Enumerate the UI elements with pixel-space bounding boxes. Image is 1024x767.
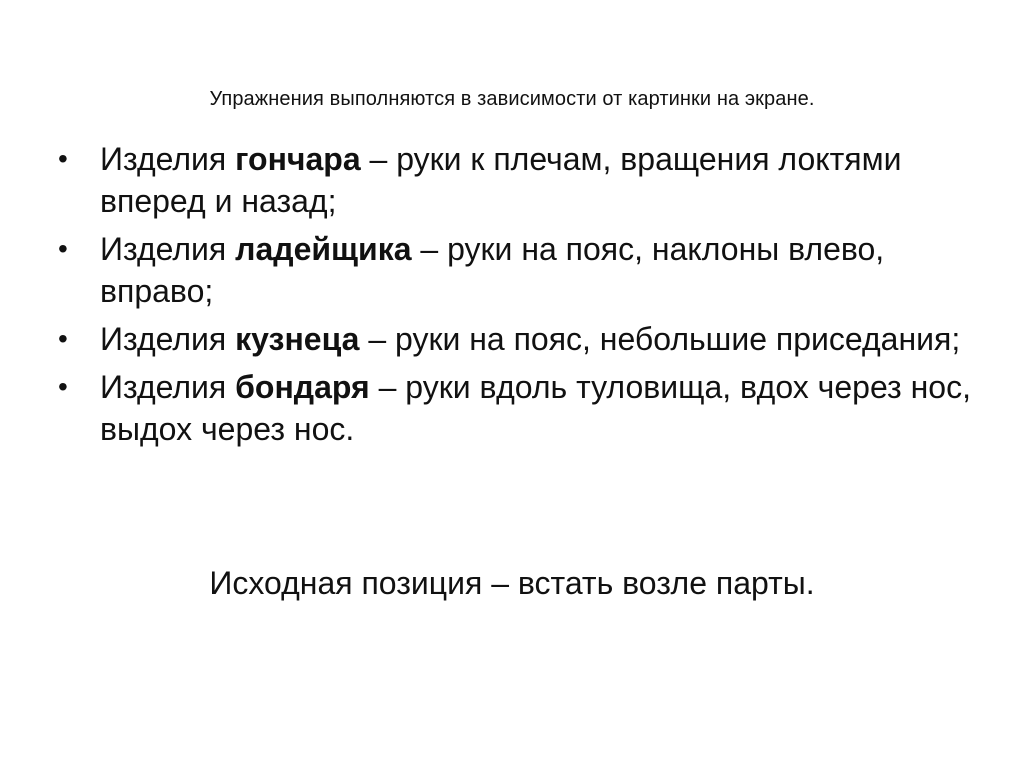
bullet-icon: •: [58, 143, 68, 174]
bullet-icon: •: [58, 371, 68, 402]
item-prefix: Изделия: [100, 231, 236, 267]
list-item: [58, 138, 978, 222]
item-prefix: Изделия: [100, 369, 236, 405]
item-rest: – руки на пояс, небольшие приседания;: [359, 321, 961, 357]
item-rest: – руки вдоль туловища, вдох через нос, выдох через нос.: [100, 369, 971, 447]
item-prefix: Изделия: [100, 321, 236, 357]
item-term: ладейщика: [235, 231, 412, 267]
intro-text: Упражнения выполняются в зависимости от картинки на экране.: [209, 88, 815, 110]
list-item: [58, 366, 978, 450]
exercise-list: [58, 138, 978, 456]
list-item: [58, 228, 978, 312]
item-term: кузнеца: [235, 321, 360, 357]
starting-position-text: Исходная позиция – встать возле парты.: [209, 565, 815, 601]
item-term: бондаря: [235, 369, 370, 405]
item-rest: – руки на пояс, наклоны влево, вправо;: [100, 231, 885, 309]
item-term: гончара: [235, 141, 361, 177]
item-prefix: Изделия: [100, 141, 236, 177]
list-item: [58, 318, 978, 360]
bullet-icon: •: [58, 323, 68, 354]
item-rest: – руки к плечам, вращения локтями вперед и назад;: [100, 141, 902, 219]
bullet-icon: •: [58, 233, 68, 264]
